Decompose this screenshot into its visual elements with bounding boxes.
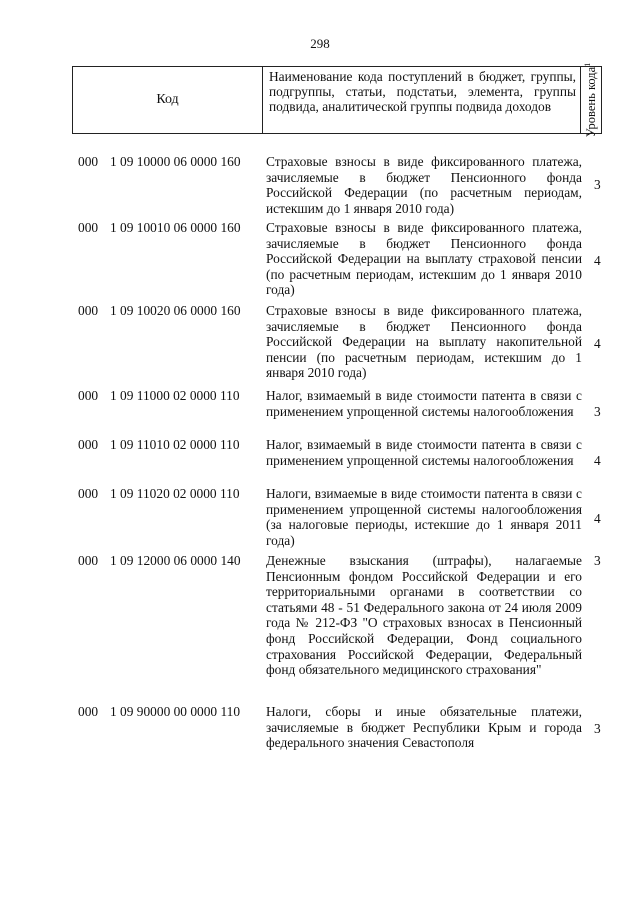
row-admin: 000: [78, 704, 99, 719]
row-name: Страховые взносы в виде фиксированного платежа, зачисляемые в бюджет Пенсионного фонда Российской Федерации на выплату накопительной пенсии (по расчетным периодам, истекшим до 1 января 2010 года): [266, 303, 582, 381]
row-admin: 000: [78, 154, 99, 169]
row-level: 3: [594, 553, 601, 568]
row-name: Страховые взносы в виде фиксированного платежа, зачисляемые в бюджет Пенсионного фонда Российской Федерации (по расчетным периодам, истекшим до 1 января 2010 года): [266, 154, 582, 216]
header-code: Код: [73, 67, 263, 133]
row-level: 3: [594, 404, 601, 419]
row-level: 3: [594, 721, 601, 736]
row-admin: 000: [78, 220, 99, 235]
row-code: 1 09 11010 02 0000 110: [110, 437, 240, 452]
header-level-text: Уровень кода: [584, 66, 599, 138]
row-code: 1 09 10010 06 0000 160: [110, 220, 241, 235]
row-name: Денежные взыскания (штрафы), налагаемые Пенсионным фондом Российской Федерации и его территориальными органами в соответствии со статьями 48 - 51 Федерального закона от 24 июля 2009 года № 212-ФЗ "О страховых взносах в Пенсионный фонд Российской Федерации, Фонд социального страхования Российской Федерации, Федеральный фонд обязательного медицинского страхования": [266, 553, 582, 678]
row-name: Налоги, взимаемые в виде стоимости патента в связи с применением упрощенной системы налогообложения (за налоговые периоды, истекшие до 1 января 2011 года): [266, 486, 582, 548]
row-level: 4: [594, 336, 601, 351]
row-name: Налог, взимаемый в виде стоимости патента в связи с применением упрощенной системы налогообложения: [266, 437, 582, 468]
row-admin: 000: [78, 553, 99, 568]
row-level: 4: [594, 453, 601, 468]
row-name: Налоги, сборы и иные обязательные платежи, зачисляемые в бюджет Республики Крым и города федерального значения Севастополя: [266, 704, 582, 751]
row-code: 1 09 10000 06 0000 160: [110, 154, 241, 169]
header-level: [581, 62, 601, 138]
row-admin: 000: [78, 388, 99, 403]
table-header: [72, 62, 602, 138]
row-level: 4: [594, 511, 601, 526]
row-code: 1 09 90000 00 0000 110: [110, 704, 241, 719]
row-name: Налог, взимаемый в виде стоимости патента в связи с применением упрощенной системы налогообложения: [266, 388, 582, 419]
row-name: Страховые взносы в виде фиксированного платежа, зачисляемые в бюджет Пенсионного фонда Российской Федерации на выплату страховой пенсии (по расчетным периодам, истекшим до 1 января 2010 года): [266, 220, 582, 298]
row-code: 1 09 10020 06 0000 160: [110, 303, 241, 318]
page-number: 298: [310, 36, 330, 51]
row-code: 1 09 11020 02 0000 110: [110, 486, 240, 501]
header-level-label: [583, 63, 599, 137]
row-admin: 000: [78, 437, 99, 452]
header-name: Наименование кода поступлений в бюджет, группы, подгруппы, статьи, подстатьи, элемента, группы подвида, аналитической группы подвида доходов: [263, 67, 581, 133]
row-admin: 000: [78, 486, 99, 501]
row-level: 4: [594, 253, 601, 268]
row-admin: 000: [78, 303, 99, 318]
row-code: 1 09 11000 02 0000 110: [110, 388, 240, 403]
row-code: 1 09 12000 06 0000 140: [110, 553, 241, 568]
row-level: 3: [594, 177, 601, 192]
header-level-sup: 1: [582, 62, 592, 67]
